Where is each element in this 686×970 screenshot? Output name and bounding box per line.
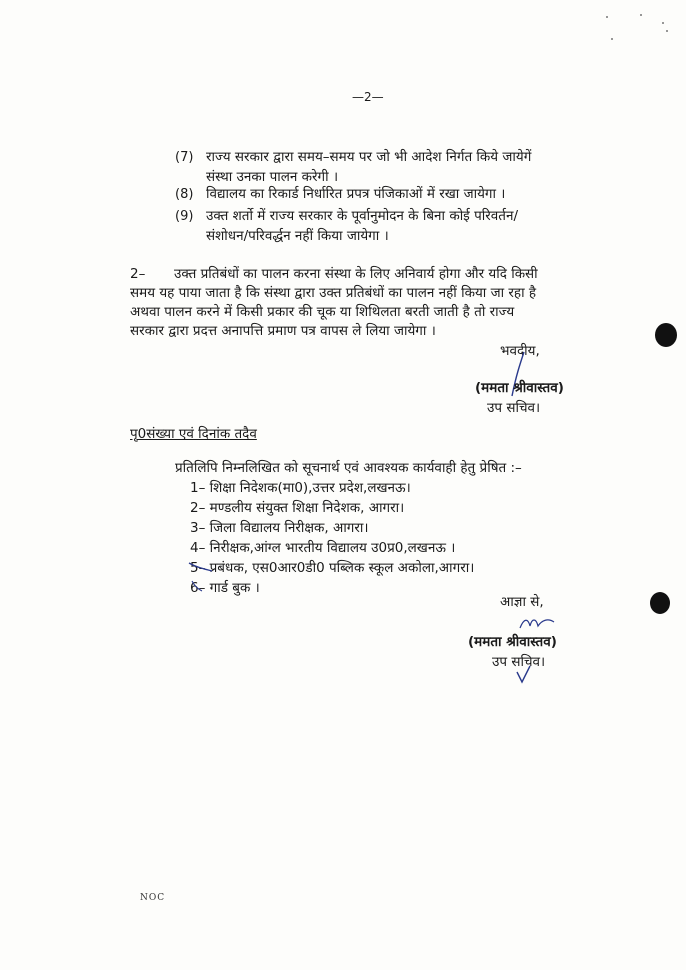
- copy-list-item: 2– मण्डलीय संयुक्त शिक्षा निदेशक, आगरा।: [190, 500, 405, 516]
- signatory-designation: उप सचिव।: [492, 654, 546, 670]
- condition-number: (8): [175, 187, 194, 202]
- page-number: —2—: [352, 90, 384, 104]
- condition-text: राज्य सरकार द्वारा समय–समय पर जो भी आदेश निर्गत किये जायेगें: [206, 149, 532, 165]
- signatory-name: (ममता श्रीवास्तव): [475, 380, 564, 396]
- paragraph-number: 2–: [130, 266, 146, 282]
- copy-list-item: 4– निरीक्षक,आंग्ल भारतीय विद्यालय उ0प्र0,लखनऊ ।: [190, 540, 456, 556]
- copy-list-item: 3– जिला विद्यालय निरीक्षक, आगरा।: [190, 520, 369, 536]
- signatory-name: (ममता श्रीवास्तव): [468, 634, 557, 650]
- copy-intro: प्रतिलिपि निम्नलिखित को सूचनार्थ एवं आवश्यक कार्यवाही हेतु प्रेषित :–: [175, 460, 522, 476]
- scan-speck: [611, 38, 613, 40]
- condition-text: संस्था उनका पालन करेगी ।: [206, 169, 339, 185]
- paragraph-text: समय यह पाया जाता है कि संस्था द्वारा उक्त प्रतिबंधों का पालन नहीं किया जा रहा है: [130, 285, 537, 301]
- copy-list-item: 6– गार्ड बुक ।: [190, 580, 260, 596]
- condition-text: उक्त शर्तो में राज्य सरकार के पूर्वानुमोदन के बिना कोई परिवर्तन/: [206, 208, 519, 224]
- condition-number: (9): [175, 209, 194, 224]
- scan-speck: [640, 14, 642, 16]
- scan-speck: [606, 16, 608, 18]
- copy-list-item: 5– प्रबंधक, एस0आर0डी0 पब्लिक स्कूल अकोला,आगरा।: [190, 560, 475, 576]
- condition-number: (7): [175, 150, 194, 165]
- condition-text: संशोधन/परिवर्द्धन नहीं किया जायेगा ।: [206, 228, 389, 244]
- copy-list-item: 1– शिक्षा निदेशक(मा0),उत्तर प्रदेश,लखनऊ।: [190, 480, 411, 496]
- tick-mark: [514, 664, 534, 686]
- paragraph-text: अथवा पालन करने में किसी प्रकार की चूक या शिथिलता बरती जाती है तो राज्य: [130, 304, 515, 320]
- initials-mark: [518, 614, 558, 634]
- paragraph-text: उक्त प्रतिबंधों का पालन करना संस्था के लिए अनिवार्य होगा और यदि किसी: [174, 266, 538, 282]
- scan-speck: [662, 22, 664, 24]
- reference-line: पृ0संख्या एवं दिनांक तदैव: [130, 426, 257, 442]
- salutation: भवदीय,: [500, 343, 540, 359]
- footer-code: NOC: [140, 893, 166, 903]
- signatory-designation: उप सचिव।: [487, 400, 541, 416]
- condition-text: विद्यालय का रिकार्ड निर्धारित प्रपत्र पंजिकाओं में रखा जायेगा ।: [206, 186, 506, 202]
- punch-hole: [650, 592, 670, 614]
- pen-mark: [186, 555, 216, 595]
- salutation: आज्ञा से,: [500, 594, 544, 610]
- scan-speck: [666, 30, 668, 32]
- punch-hole: [655, 323, 677, 347]
- paragraph-text: सरकार द्वारा प्रदत्त अनापत्ति प्रमाण पत्र वापस ले लिया जायेगा ।: [130, 323, 436, 339]
